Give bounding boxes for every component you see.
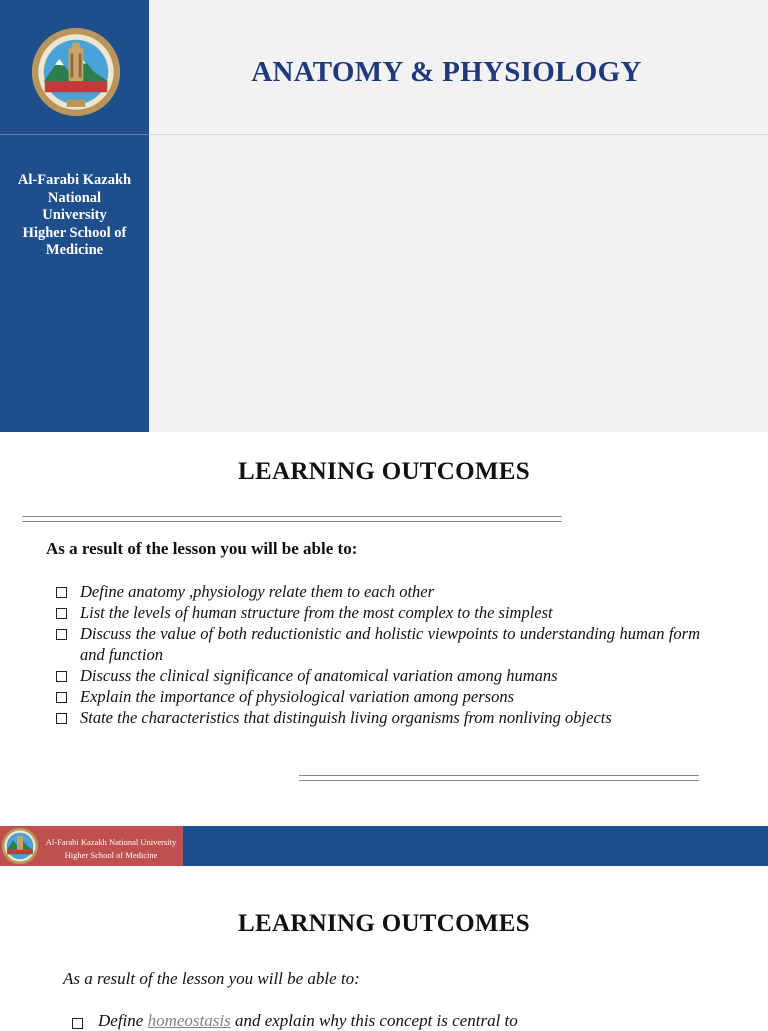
banner-label-block <box>0 826 183 866</box>
checkbox-square-icon <box>56 713 67 724</box>
list-item-text: List the levels of human structure from the most complex to the simplest <box>80 603 553 622</box>
checkbox-square-icon <box>56 608 67 619</box>
double-rule-divider <box>22 516 562 522</box>
university-seal-icon <box>30 26 122 118</box>
university-name-line: Medicine <box>45 242 104 258</box>
list-item <box>54 686 700 707</box>
list-item <box>54 707 700 728</box>
item-text-start: Define <box>98 1011 148 1030</box>
slide-title: LEARNING OUTCOMES <box>238 910 530 937</box>
checkbox-square-icon <box>56 629 67 640</box>
sidebar-divider <box>0 134 149 135</box>
title-slide <box>0 0 768 432</box>
list-item-text: Explain the importance of physiological variation among persons <box>80 687 514 706</box>
outcomes-list <box>54 581 700 728</box>
list-item <box>54 581 700 602</box>
list-item <box>72 1011 722 1031</box>
outcomes-intro: As a result of the lesson you will be able to: <box>63 969 360 988</box>
item-text-rest: and explain why this concept is central to <box>230 1011 518 1030</box>
list-item-text: Discuss the value of both reductionistic and holistic viewpoints to understanding human form and function <box>80 624 700 664</box>
double-rule-divider <box>299 775 699 781</box>
university-name <box>4 172 145 260</box>
checkbox-square-icon <box>56 692 67 703</box>
homeostasis-link[interactable]: homeostasis <box>147 1011 231 1030</box>
banner-line: Al-Farabi Kazakh National University <box>45 837 177 847</box>
list-item <box>54 602 700 623</box>
list-item-text <box>72 1011 518 1030</box>
checkbox-square-icon <box>56 671 67 682</box>
banner-line: Higher School of Medicine <box>64 850 158 860</box>
learning-outcomes-slide <box>0 432 768 826</box>
list-item <box>54 623 700 665</box>
university-seal-icon <box>1 827 39 865</box>
university-banner <box>0 826 768 866</box>
slide-title: LEARNING OUTCOMES <box>238 458 530 485</box>
learning-outcomes-slide-2 <box>0 866 768 1030</box>
university-name-line: University <box>42 207 107 223</box>
title-divider <box>149 134 768 135</box>
list-item-text: State the characteristics that distinguish living organisms from nonliving objects <box>80 708 612 727</box>
university-name-line: Al-Farabi Kazakh <box>17 172 132 188</box>
banner-text <box>38 836 184 862</box>
checkbox-square-icon <box>56 587 67 598</box>
list-item-text: Discuss the clinical significance of anatomical variation among humans <box>80 666 558 685</box>
list-item <box>54 665 700 686</box>
university-name-line: National <box>47 189 102 206</box>
outcomes-intro: As a result of the lesson you will be able to: <box>46 539 358 558</box>
university-name-line: Higher School of <box>22 224 127 241</box>
slide-title: ANATOMY & PHYSIOLOGY <box>251 56 642 88</box>
list-item-text: Define anatomy ,physiology relate them to each other <box>80 582 435 601</box>
